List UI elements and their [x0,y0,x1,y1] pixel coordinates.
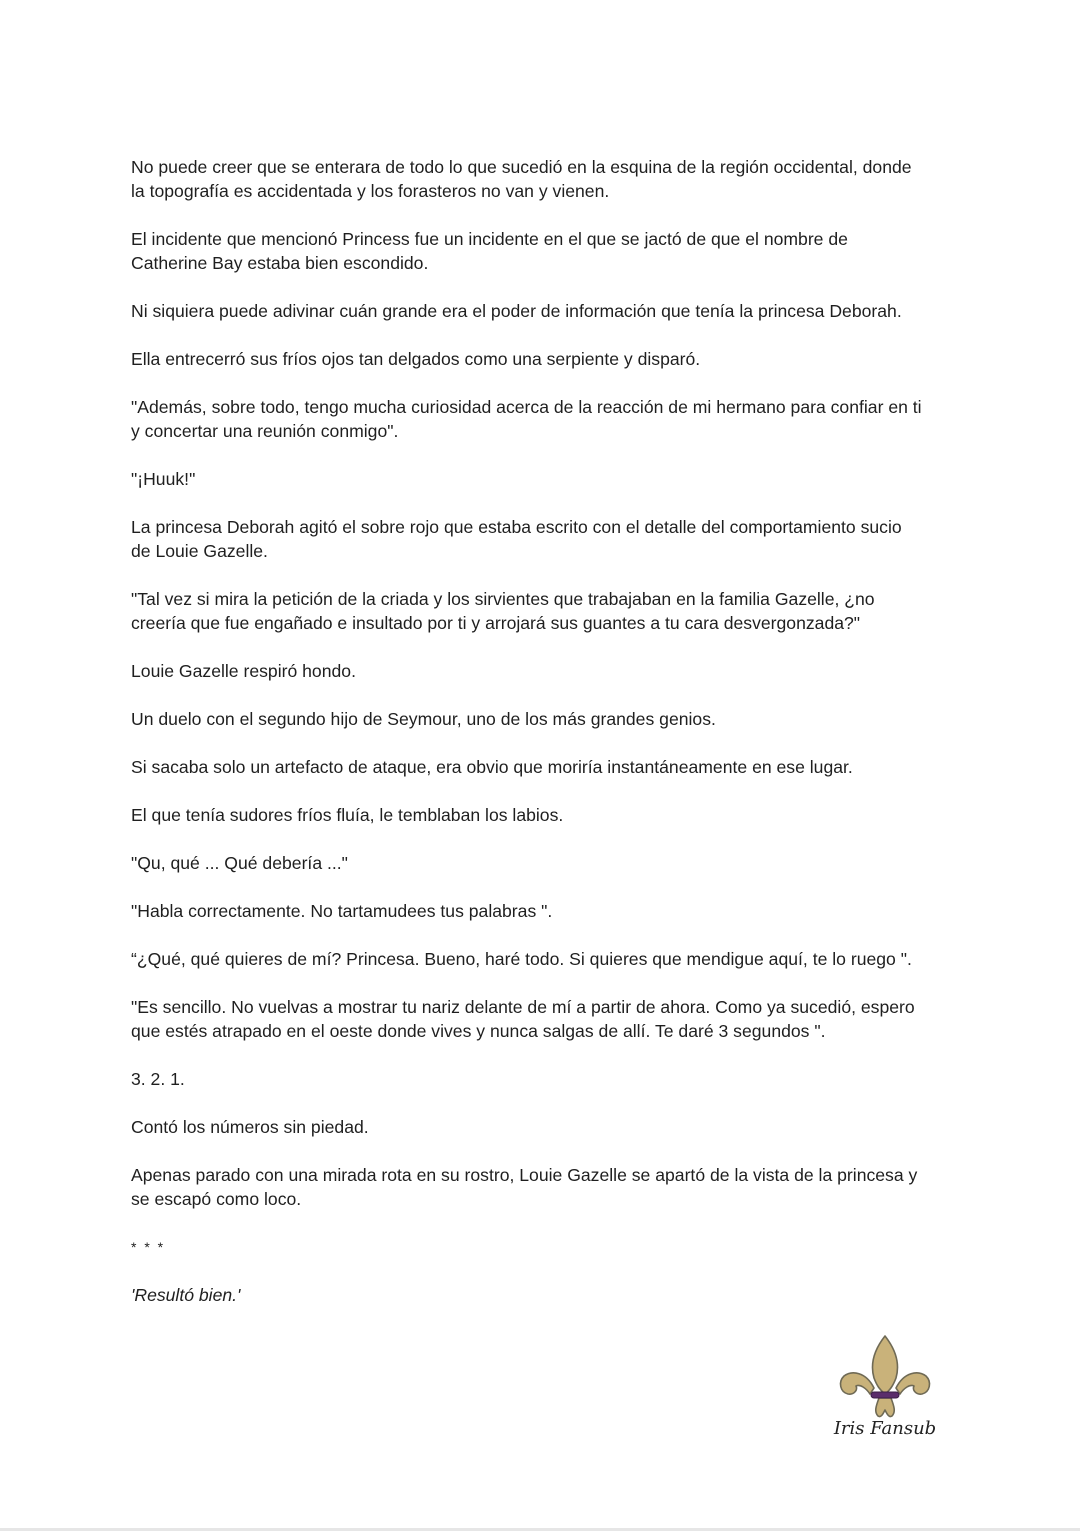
paragraph: "Qu, qué ... Qué debería ..." [131,853,348,873]
paragraph: Un duelo con el segundo hijo de Seymour, uno de los más grandes genios. [131,709,716,729]
paragraph: El incidente que mencionó Princess fue un incidente en el que se jactó de que el nombre de Catherine Bay estaba bien escondido. [131,229,848,273]
paragraph: “¿Qué, qué quieres de mí? Princesa. Bueno, haré todo. Si quieres que mendigue aquí, te lo ruego ". [131,949,912,969]
paragraph: "Habla correctamente. No tartamudees tus palabras ". [131,901,553,921]
paragraph: "Además, sobre todo, tengo mucha curiosidad acerca de la reacción de mi hermano para confiar en ti y concertar una reunión conmigo". [131,397,922,441]
scene-separator: * * * [131,1239,166,1255]
paragraph: El que tenía sudores fríos fluía, le temblaban los labios. [131,805,564,825]
paragraph: Apenas parado con una mirada rota en su rostro, Louie Gazelle se apartó de la vista de la princesa y se escapó como loco. [131,1165,918,1209]
paragraph: Ni siquiera puede adivinar cuán grande era el poder de información que tenía la princesa Deborah. [131,301,902,321]
paragraph: Louie Gazelle respiró hondo. [131,661,356,681]
paragraph: No puede creer que se enterara de todo lo que sucedió en la esquina de la región occidental, donde la topografía es accidentada y los forasteros no van y vienen. [131,157,912,201]
paragraph: Ella entrecerró sus fríos ojos tan delgados como una serpiente y disparó. [131,349,701,369]
paragraph: "¡Huuk!" [131,469,196,489]
closing-line: 'Resultó bien.' [131,1285,241,1305]
fleur-de-lis-icon [830,1332,940,1422]
iris-fansub-logo [830,1332,940,1447]
paragraph: La princesa Deborah agitó el sobre rojo que estaba escrito con el detalle del comportamiento sucio de Louie Gazelle. [131,517,902,561]
logo-text: Iris Fansub [833,1418,937,1439]
paragraph: "Es sencillo. No vuelvas a mostrar tu nariz delante de mí a partir de ahora. Como ya sucedió, espero que estés atrapado en el oeste donde vives y nunca salgas de allí. Te daré 3 segundos ". [131,997,915,1041]
paragraph: Si sacaba solo un artefacto de ataque, era obvio que moriría instantáneamente en ese lugar. [131,757,853,777]
paragraph: 3. 2. 1. [131,1069,185,1089]
paragraph: Contó los números sin piedad. [131,1117,369,1137]
paragraph: "Tal vez si mira la petición de la criada y los sirvientes que trabajaban en la familia Gazelle, ¿no creería que fue engañado e insultado por ti y arrojará sus guantes a tu cara desvergonzada?" [131,589,875,633]
document-body [131,155,951,1331]
